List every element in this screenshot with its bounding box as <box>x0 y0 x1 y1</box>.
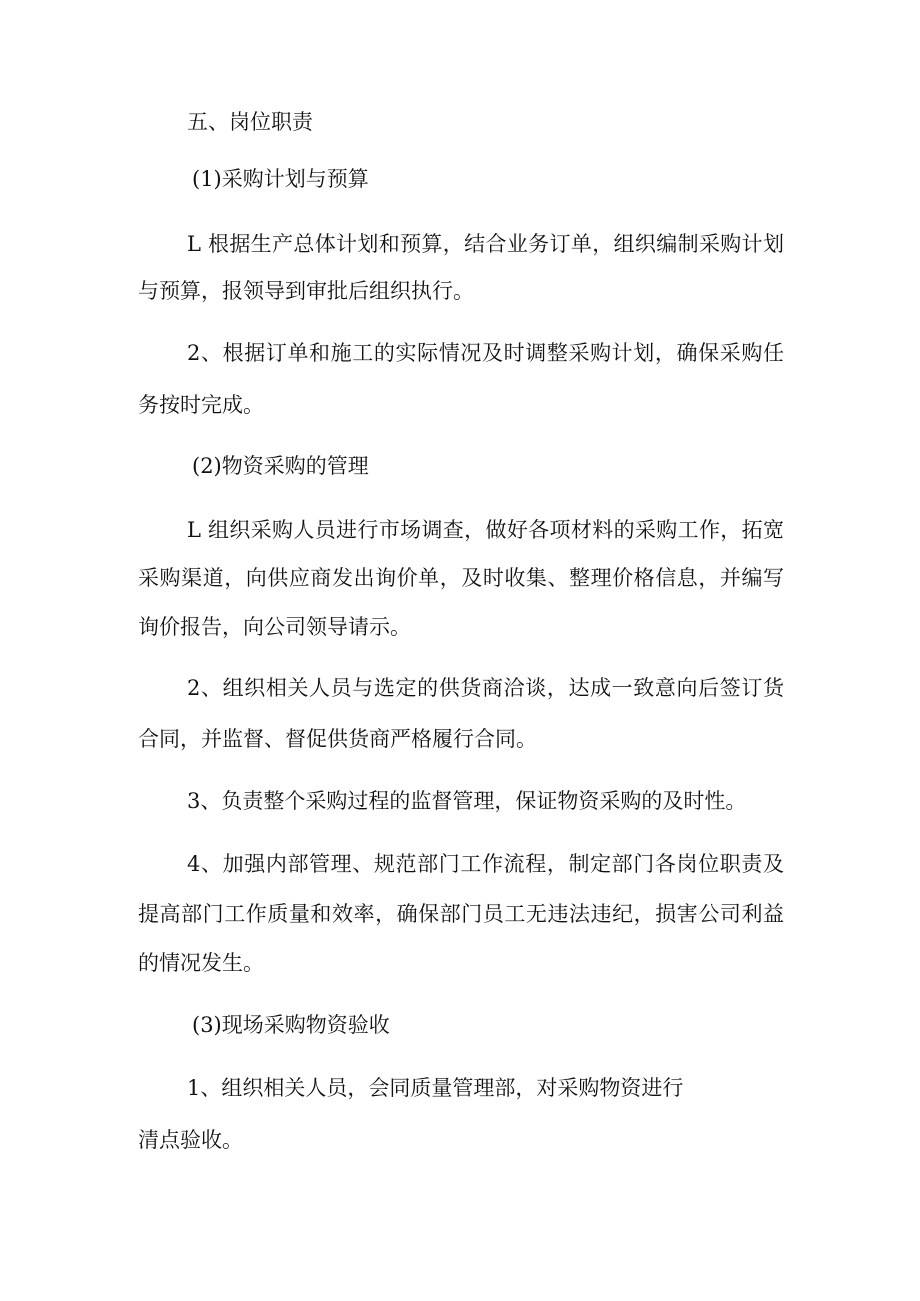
subsection-heading-1: (1)采购计划与预算 <box>192 167 369 191</box>
paragraph-line: L 组织采购人员进行市场调查，做好各项材料的采购工作，拓宽 <box>187 518 784 542</box>
paragraph-line: 询价报告，向公司领导请示。 <box>138 615 411 639</box>
paragraph-line: 务按时完成。 <box>138 393 264 417</box>
paragraph-line: 提高部门工作质量和效率，确保部门员工无违法违纪，损害公司利益 <box>138 902 784 926</box>
subsection-heading-3: (3)现场采购物资验收 <box>192 1013 390 1037</box>
paragraph-line: L 根据生产总体计划和预算，结合业务订单，组织编制采购计划 <box>187 232 784 256</box>
paragraph-line: 1、组织相关人员，会同质量管理部，对采购物资进行 <box>187 1076 684 1100</box>
paragraph-line: 合同，并监督、督促供货商严格履行合同。 <box>138 727 537 751</box>
paragraph-line: 采购渠道，向供应商发出询价单，及时收集、整理价格信息，并编写 <box>138 566 784 590</box>
subsection-heading-2: (2)物资采购的管理 <box>192 454 369 478</box>
paragraph-line: 的情况发生。 <box>138 951 264 975</box>
paragraph-line: 4、加强内部管理、规范部门工作流程，制定部门各岗位职责及 <box>187 852 784 876</box>
paragraph-line: 2、根据订单和施工的实际情况及时调整采购计划，确保采购任 <box>187 341 784 365</box>
section-heading: 五、岗位职责 <box>187 110 313 134</box>
paragraph-line: 与预算，报领导到审批后组织执行。 <box>138 279 474 303</box>
paragraph-line: 3、负责整个采购过程的监督管理，保证物资采购的及时性。 <box>187 789 747 813</box>
paragraph-line: 2、组织相关人员与选定的供货商洽谈，达成一致意向后签订货 <box>187 676 784 700</box>
paragraph-line: 清点验收。 <box>138 1128 243 1152</box>
